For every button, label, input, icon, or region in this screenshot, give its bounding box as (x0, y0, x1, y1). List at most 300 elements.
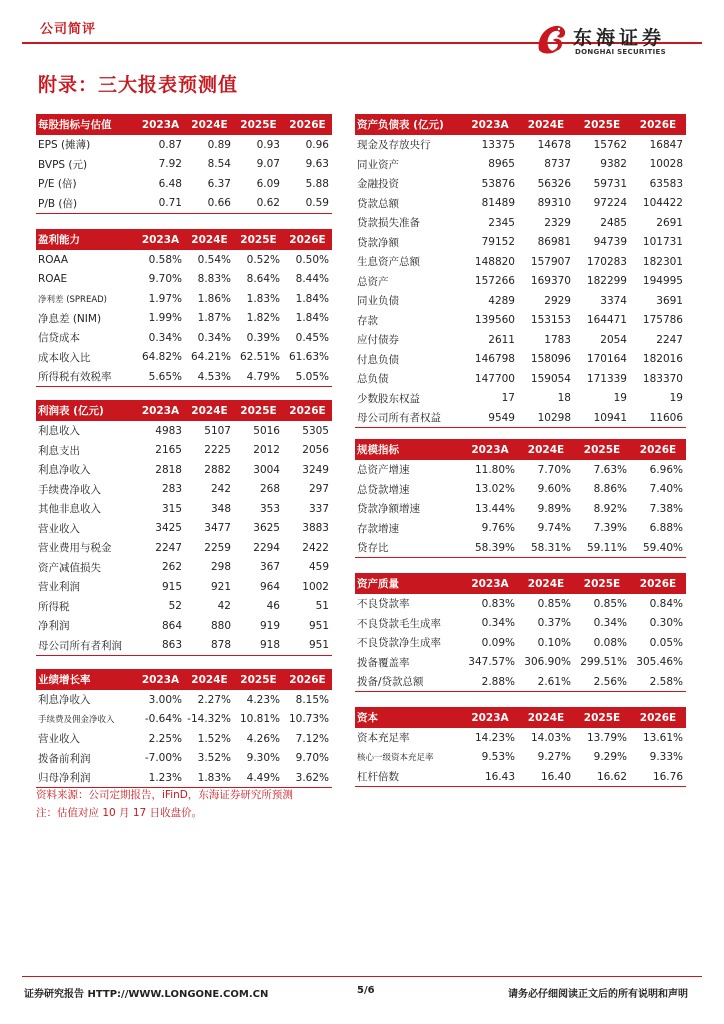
row-value: 4.53% (185, 367, 234, 387)
table-row (355, 311, 686, 331)
row-value: 2056 (302, 444, 329, 457)
table-row (36, 558, 332, 578)
row-value: 6.96% (649, 463, 683, 476)
row-label: 拨备前利润 (38, 752, 91, 765)
source-note: 资料来源：公司定期报告，iFinD，东海证券研究所预测 (36, 789, 293, 801)
row-value: 9.89% (537, 502, 571, 515)
row-value: 4.49% (234, 768, 283, 788)
table-header-row (36, 400, 332, 421)
row-value: 104422 (642, 197, 683, 210)
row-value: 7.92 (158, 158, 182, 171)
row-label: 贷款净额增速 (357, 503, 420, 516)
row-value: 348 (210, 502, 231, 515)
row-value: 5016 (253, 424, 280, 437)
year-header: 2023A (136, 229, 185, 250)
row-label: P/B (倍) (36, 194, 136, 214)
row-value: 6.37 (207, 177, 231, 190)
row-value: 1.83% (185, 768, 234, 788)
footer-disclaimer: 请务必仔细阅读正文后的所有说明和声明 (508, 989, 688, 1000)
row-label: 现金及存放央行 (357, 139, 431, 152)
year-header: 2024E (185, 229, 234, 250)
row-label: 成本收入比 (38, 351, 91, 364)
row-label: 杠杆倍数 (355, 767, 462, 787)
row-label: 母公司所有者权益 (355, 408, 462, 428)
table-row (355, 330, 686, 350)
row-value: 918 (234, 636, 283, 656)
year-header: 2024E (518, 114, 574, 135)
row-value: 3883 (302, 522, 329, 535)
row-label: 存款增速 (357, 522, 399, 535)
table-row (36, 367, 332, 387)
row-label: 手续费净收入 (38, 483, 101, 496)
row-value: 158096 (530, 353, 571, 366)
row-value: 1.82% (246, 312, 280, 325)
row-value: 0.84% (649, 597, 683, 610)
year-header: 2026E (630, 439, 686, 460)
row-value: 2882 (204, 463, 231, 476)
row-value: 2054 (600, 333, 627, 346)
row-value: 157907 (530, 255, 571, 268)
row-value: 16.62 (574, 767, 630, 787)
row-label: 利息净收入 (38, 464, 91, 477)
year-header: 2025E (574, 707, 630, 728)
row-value: 16.43 (462, 767, 518, 787)
table-row (36, 155, 332, 175)
row-value: -14.32% (187, 713, 231, 726)
row-label: 贷存比 (355, 538, 462, 558)
row-value: 4.79% (234, 367, 283, 387)
row-value: 171339 (586, 372, 627, 385)
table-header-row (36, 669, 332, 690)
row-label: 利息收入 (38, 425, 80, 438)
year-header: 2026E (283, 114, 332, 135)
table-row (355, 291, 686, 311)
row-value: 10.73% (288, 713, 329, 726)
table-row (36, 250, 332, 270)
table-title: 每股指标与估值 (36, 114, 136, 135)
row-value: -7.00% (144, 752, 182, 765)
row-value: 9.63 (305, 158, 329, 171)
row-value: 7.70% (537, 463, 571, 476)
year-header: 2023A (462, 707, 518, 728)
row-value: 1783 (544, 333, 571, 346)
year-header: 2023A (136, 400, 185, 421)
row-value: 14.03% (530, 731, 571, 744)
row-label: 存款 (357, 314, 378, 327)
row-value: 59731 (593, 177, 627, 190)
row-value: 11.80% (474, 463, 515, 476)
row-value: 61.63% (288, 351, 329, 364)
row-value: -0.64% (144, 713, 182, 726)
table-row (36, 460, 332, 480)
row-value: 298 (210, 561, 231, 574)
table-row (36, 289, 332, 309)
table-header-row (36, 229, 332, 250)
row-value: 864 (161, 619, 182, 632)
row-value: 919 (259, 619, 280, 632)
balance-sheet-table (355, 114, 686, 428)
table-row (36, 577, 332, 597)
row-value: 459 (308, 561, 329, 574)
footer-website[interactable]: 证券研究报告 HTTP://WWW.LONGONE.COM.CN (24, 989, 269, 1000)
row-value: 863 (136, 636, 185, 656)
table-row (355, 233, 686, 253)
table-row (355, 174, 686, 194)
row-value: 81489 (481, 197, 515, 210)
table-row (355, 194, 686, 214)
year-header: 2024E (185, 669, 234, 690)
row-value: 3004 (253, 463, 280, 476)
valuation-remark: 注：估值对应 10 月 17 日收盘价。 (36, 807, 203, 819)
dragon-logo-icon (535, 20, 569, 56)
row-value: 7.63% (593, 463, 627, 476)
row-value: 8965 (488, 158, 515, 171)
row-value: 58.31% (518, 538, 574, 558)
row-label: 资产减值损失 (38, 561, 101, 574)
table-row (36, 421, 332, 441)
row-value: 9.27% (537, 751, 571, 764)
row-value: 58.39% (462, 538, 518, 558)
row-value: 5.88 (305, 177, 329, 190)
row-value: 62.51% (239, 351, 280, 364)
row-value: 0.10% (537, 636, 571, 649)
row-value: 0.62 (234, 194, 283, 214)
row-value: 9.70% (295, 752, 329, 765)
row-value: 175786 (642, 314, 683, 327)
row-value: 13375 (481, 138, 515, 151)
row-value: 170283 (586, 255, 627, 268)
row-label: 不良贷款毛生成率 (357, 617, 441, 630)
table-row (36, 636, 332, 656)
row-value: 2.56% (574, 672, 630, 692)
table-row (36, 710, 332, 730)
year-header: 2025E (574, 573, 630, 594)
year-header: 2024E (185, 114, 234, 135)
row-label: 总负债 (357, 373, 389, 386)
row-value: 299.51% (580, 656, 627, 669)
row-value: 164471 (586, 314, 627, 327)
row-value: 7.38% (649, 502, 683, 515)
table-row (36, 174, 332, 194)
row-label: 贷款净额 (357, 236, 399, 249)
logo-chinese-name: 东海证券 (573, 27, 666, 49)
row-value: 53876 (481, 177, 515, 190)
company-logo (535, 20, 700, 60)
row-value: 0.30% (649, 617, 683, 630)
row-label: 金融投资 (357, 178, 399, 191)
row-value: 7.40% (649, 483, 683, 496)
row-value: 0.87 (158, 138, 182, 151)
row-label: 利息净收入 (38, 694, 91, 707)
row-value: 315 (161, 502, 182, 515)
table-row (355, 519, 686, 539)
row-value: 0.83% (481, 597, 515, 610)
page-title: 附录：三大报表预测值 (38, 74, 239, 96)
row-value: 3.52% (197, 752, 231, 765)
row-label: 总贷款增速 (357, 483, 410, 496)
row-value: 194995 (642, 275, 683, 288)
row-value: 9.30% (246, 752, 280, 765)
row-value: 9.29% (593, 751, 627, 764)
row-value: 367 (259, 561, 280, 574)
year-header: 2023A (462, 439, 518, 460)
table-row (36, 270, 332, 290)
row-label: 付息负债 (357, 353, 399, 366)
row-label: 母公司所有者利润 (36, 636, 136, 656)
row-value: 5.65% (136, 367, 185, 387)
row-value: 52 (168, 600, 182, 613)
table-row (355, 728, 686, 748)
row-value: 0.50% (295, 253, 329, 266)
row-label: P/E (倍) (38, 178, 77, 191)
table-row (355, 499, 686, 519)
table-title: 盈利能力 (36, 229, 136, 250)
row-value: 14678 (537, 138, 571, 151)
row-value: 2012 (253, 444, 280, 457)
row-value: 56326 (537, 177, 571, 190)
row-value: 0.71 (136, 194, 185, 214)
table-row (36, 135, 332, 155)
scale-indicators-table (355, 439, 686, 558)
row-value: 9.74% (537, 522, 571, 535)
row-value: 9.53% (481, 751, 515, 764)
row-value: 101731 (642, 236, 683, 249)
row-value: 2818 (155, 463, 182, 476)
table-title: 资产质量 (355, 573, 462, 594)
row-value: 59.11% (574, 538, 630, 558)
year-header: 2023A (136, 669, 185, 690)
table-row (355, 350, 686, 370)
table-row (355, 135, 686, 155)
row-label: 贷款损失准备 (357, 217, 420, 230)
year-header: 2025E (234, 114, 283, 135)
row-value: 8.54 (207, 158, 231, 171)
row-value: 11606 (630, 408, 686, 428)
row-value: 42 (217, 600, 231, 613)
row-value: 15762 (593, 138, 627, 151)
income-statement-table (36, 400, 332, 656)
year-header: 2025E (574, 114, 630, 135)
row-value: 2329 (544, 216, 571, 229)
row-value: 183370 (642, 372, 683, 385)
row-value: 3625 (253, 522, 280, 535)
table-row (355, 653, 686, 673)
table-header-row (355, 439, 686, 460)
row-label: EPS (摊薄) (38, 139, 91, 152)
row-value: 97224 (593, 197, 627, 210)
row-value: 1.99% (148, 312, 182, 325)
year-header: 2023A (136, 114, 185, 135)
table-row (36, 538, 332, 558)
year-header: 2025E (234, 229, 283, 250)
row-value: 3.00% (148, 693, 182, 706)
row-value: 3.62% (283, 768, 332, 788)
row-value: 2.27% (197, 693, 231, 706)
row-label: BVPS (元) (38, 158, 88, 171)
row-value: 0.58% (148, 253, 182, 266)
table-row (36, 768, 332, 788)
row-value: 182016 (642, 353, 683, 366)
row-value: 0.39% (246, 331, 280, 344)
row-value: 18 (557, 392, 571, 405)
row-value: 63583 (649, 177, 683, 190)
row-value: 2.25% (148, 732, 182, 745)
table-row (36, 328, 332, 348)
row-value: 0.34% (148, 331, 182, 344)
row-value: 951 (283, 636, 332, 656)
row-value: 242 (210, 483, 231, 496)
year-header: 2025E (574, 439, 630, 460)
row-value: 13.61% (642, 731, 683, 744)
row-label: 同业负债 (357, 295, 399, 308)
row-value: 16.76 (630, 767, 686, 787)
row-value: 2485 (600, 216, 627, 229)
table-header-row (355, 114, 686, 135)
row-value: 2422 (302, 541, 329, 554)
row-label: 营业收入 (38, 522, 80, 535)
row-value: 8.86% (593, 483, 627, 496)
profitability-table (36, 229, 332, 387)
row-value: 0.45% (295, 331, 329, 344)
year-header: 2026E (283, 400, 332, 421)
row-value: 153153 (530, 314, 571, 327)
row-value: 10298 (518, 408, 574, 428)
row-value: 10941 (574, 408, 630, 428)
row-value: 8.44% (295, 273, 329, 286)
row-value: 3249 (302, 463, 329, 476)
row-value: 0.96 (305, 138, 329, 151)
growth-table (36, 669, 332, 788)
row-label: 归母净利润 (36, 768, 136, 788)
row-value: 64.82% (141, 351, 182, 364)
row-value: 148820 (474, 255, 515, 268)
row-label: 手续费及佣金净收入 (38, 715, 115, 726)
table-row (36, 348, 332, 368)
row-value: 182301 (642, 255, 683, 268)
row-label: 净利差 (SPREAD) (38, 294, 107, 305)
row-value: 9.33% (649, 751, 683, 764)
row-value: 3477 (204, 522, 231, 535)
row-value: 19 (669, 392, 683, 405)
row-value: 9382 (600, 158, 627, 171)
row-value: 2225 (204, 444, 231, 457)
table-row (36, 519, 332, 539)
row-value: 347.57% (468, 656, 515, 669)
row-value: 0.34% (593, 617, 627, 630)
year-header: 2024E (518, 573, 574, 594)
row-value: 147700 (474, 372, 515, 385)
row-value: 2247 (656, 333, 683, 346)
row-value: 337 (308, 502, 329, 515)
row-value: 1.84% (295, 312, 329, 325)
table-row (355, 633, 686, 653)
table-row (355, 748, 686, 768)
row-value: 353 (259, 502, 280, 515)
row-value: 921 (210, 580, 231, 593)
year-header: 2023A (462, 573, 518, 594)
table-title: 资产负债表 (亿元) (355, 114, 462, 135)
year-header: 2026E (630, 707, 686, 728)
row-value: 7.39% (593, 522, 627, 535)
row-label: 拨备/贷款总额 (355, 672, 462, 692)
table-row (355, 594, 686, 614)
row-value: 915 (161, 580, 182, 593)
row-label: 拨备覆盖率 (357, 656, 410, 669)
row-value: 13.79% (586, 731, 627, 744)
row-value: 14.23% (474, 731, 515, 744)
capital-table (355, 707, 686, 787)
table-row (355, 389, 686, 409)
table-row (355, 272, 686, 292)
row-value: 0.37% (537, 617, 571, 630)
row-value: 0.93 (256, 138, 280, 151)
row-value: 0.66 (185, 194, 234, 214)
table-header-row (36, 114, 332, 135)
row-value: 8.92% (593, 502, 627, 515)
row-value: 139560 (474, 314, 515, 327)
row-value: 6.88% (649, 522, 683, 535)
row-label: 不良贷款净生成率 (357, 637, 441, 650)
row-value: 1002 (302, 580, 329, 593)
report-type-tag: 公司简评 (40, 22, 97, 37)
row-value: 268 (259, 483, 280, 496)
row-value: 964 (259, 580, 280, 593)
row-value: 9.07 (256, 158, 280, 171)
row-value: 19 (613, 392, 627, 405)
row-value: 0.05% (649, 636, 683, 649)
row-value: 5305 (302, 424, 329, 437)
row-value: 951 (308, 619, 329, 632)
row-label: 营业费用与税金 (38, 542, 112, 555)
row-value: 1.86% (197, 292, 231, 305)
table-row (355, 480, 686, 500)
row-label: 总资产 (357, 275, 389, 288)
row-value: 0.52% (246, 253, 280, 266)
row-value: 89310 (537, 197, 571, 210)
row-value: 0.34% (197, 331, 231, 344)
row-label: 净息差 (NIM) (38, 312, 102, 325)
row-value: 16.40 (518, 767, 574, 787)
row-value: 0.85% (593, 597, 627, 610)
row-label: 净利润 (38, 620, 70, 633)
row-value: 79152 (481, 236, 515, 249)
row-value: 2.58% (630, 672, 686, 692)
row-value: 169370 (530, 275, 571, 288)
row-value: 170164 (586, 353, 627, 366)
row-value: 4983 (155, 424, 182, 437)
row-label: 所得税有效税率 (36, 367, 136, 387)
row-label: 资本充足率 (357, 732, 410, 745)
row-value: 159054 (530, 372, 571, 385)
row-label: ROAE (38, 273, 68, 286)
row-value: 2611 (488, 333, 515, 346)
year-header: 2023A (462, 114, 518, 135)
row-label: 利息支出 (38, 444, 80, 457)
row-value: 4289 (488, 294, 515, 307)
row-label: 营业收入 (38, 733, 80, 746)
row-label: 应付债券 (357, 334, 399, 347)
row-label: 贷款总额 (357, 197, 399, 210)
table-row (355, 252, 686, 272)
row-value: 1.52% (197, 732, 231, 745)
logo-english-name: DONGHAI SECURITIES (575, 48, 666, 56)
table-row (355, 538, 686, 558)
row-value: 17 (501, 392, 515, 405)
table-row (36, 499, 332, 519)
row-value: 0.59 (283, 194, 332, 214)
page-number: 5/6 (357, 985, 375, 996)
year-header: 2025E (234, 669, 283, 690)
